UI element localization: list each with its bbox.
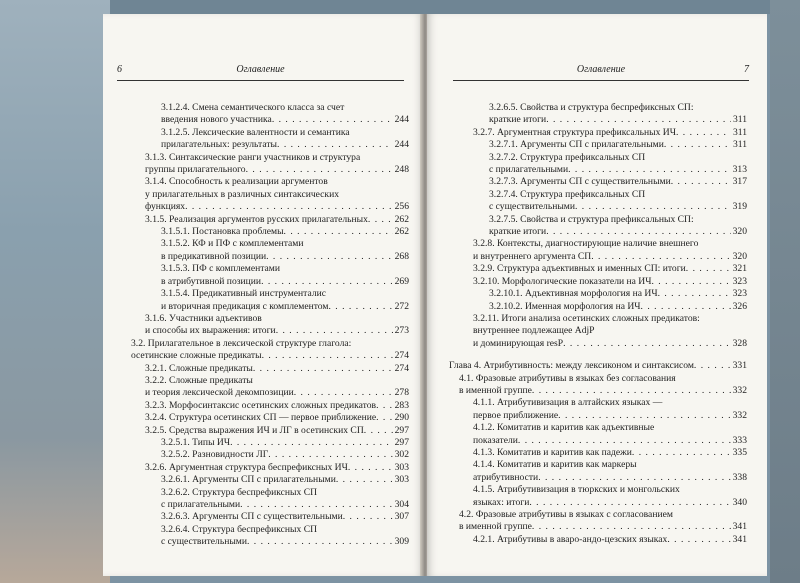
toc-entry bbox=[449, 397, 747, 422]
dot-leader bbox=[538, 472, 730, 484]
dot-leader bbox=[284, 226, 393, 238]
dot-leader bbox=[230, 437, 393, 449]
toc-entry bbox=[449, 214, 747, 239]
toc-entry-line: 3.1.3. Синтаксические ранги участников и структура bbox=[145, 151, 361, 163]
toc-entry-title: 3.2.9. Структура адъективных и именных СП: итоги bbox=[473, 263, 686, 275]
dot-leader bbox=[247, 536, 393, 548]
dot-leader bbox=[277, 139, 393, 151]
toc-entry-title: прилагательных: результаты bbox=[161, 139, 278, 151]
toc-entry-line: 4.1.2. Комитатив и каритив как адъективные bbox=[473, 422, 655, 434]
dot-leader bbox=[185, 201, 393, 213]
dot-leader bbox=[568, 164, 730, 176]
toc-entry-line: внутреннее подлежащее AdjP bbox=[473, 325, 595, 337]
toc-entry-line: 3.2.2. Сложные предикаты bbox=[145, 374, 253, 386]
toc-entry bbox=[121, 226, 409, 238]
toc-entry bbox=[121, 511, 409, 523]
toc-entry-line: 3.1.2.5. Лексические валентности и семантика bbox=[161, 126, 350, 138]
dot-leader bbox=[368, 214, 393, 226]
toc-entry-title: краткие итоги bbox=[489, 226, 547, 238]
toc-entry-title: Глава 4. Атрибутивность: между лексиконом и синтаксисом bbox=[449, 360, 694, 372]
toc-page-number: 297 bbox=[394, 436, 409, 448]
right-page bbox=[427, 14, 767, 576]
toc-entry bbox=[121, 425, 409, 437]
toc-entry bbox=[449, 276, 747, 288]
page-number: 6 bbox=[117, 64, 122, 75]
toc-entry-title: 3.2.6.3. Аргументы СП с существительными bbox=[161, 511, 343, 523]
toc-page-number: 256 bbox=[394, 201, 409, 213]
toc-page-number: 248 bbox=[394, 164, 409, 176]
dot-leader bbox=[694, 360, 731, 372]
dot-leader bbox=[364, 425, 393, 437]
toc-entry-title: 3.2.5.1. Типы ИЧ bbox=[161, 436, 231, 448]
toc-entry bbox=[449, 534, 747, 546]
toc-page-number: 323 bbox=[732, 288, 747, 300]
toc-entry bbox=[449, 139, 747, 151]
toc-entry bbox=[121, 449, 409, 461]
dot-leader bbox=[671, 176, 731, 188]
toc-entry bbox=[121, 176, 409, 213]
toc-entry-title: 3.2.1. Сложные предикаты bbox=[145, 362, 253, 374]
toc-page-number: 317 bbox=[732, 176, 747, 188]
toc-entry-line: 3.2.7.4. Структура префиксальных СП bbox=[489, 188, 646, 200]
toc-page-number: 272 bbox=[394, 300, 409, 312]
toc-page-number: 333 bbox=[732, 434, 747, 446]
toc-entry bbox=[121, 474, 409, 486]
page-number: 7 bbox=[744, 64, 749, 75]
toc-page-number: 297 bbox=[394, 424, 409, 436]
toc-entry-title: в именной группе bbox=[459, 384, 532, 396]
toc-entry-line: 3.1.5.4. Предикативный инструменталис bbox=[161, 288, 327, 300]
dot-leader bbox=[336, 474, 393, 486]
toc-page-number: 302 bbox=[394, 449, 409, 461]
toc-page-number: 307 bbox=[394, 511, 409, 523]
toc-page-number: 244 bbox=[394, 139, 409, 151]
toc-page-number: 341 bbox=[732, 521, 747, 533]
toc-entry-title: и внутреннего аргумента СП bbox=[473, 250, 592, 262]
toc-entry bbox=[449, 176, 747, 188]
toc-page-number: 331 bbox=[732, 360, 747, 372]
dot-leader bbox=[686, 263, 731, 275]
toc-page-number: 274 bbox=[394, 362, 409, 374]
toc-entry-line: 3.2.6.5. Свойства и структура беспрефиксных СП: bbox=[489, 102, 694, 113]
toc-entry-title: с существительными bbox=[161, 536, 247, 548]
dot-leader bbox=[240, 499, 392, 511]
toc-entry bbox=[449, 459, 747, 484]
dot-leader bbox=[376, 400, 393, 412]
toc-entry bbox=[121, 375, 409, 400]
toc-entry bbox=[449, 127, 747, 139]
toc-entry-title: 3.2.10.1. Адъективная морфология на ИЧ bbox=[489, 288, 658, 300]
table-of-contents bbox=[121, 102, 409, 549]
toc-entry-title: показатели bbox=[473, 434, 518, 446]
toc-entry-line: 3.2.7.2. Структура префиксальных СП bbox=[489, 151, 646, 163]
toc-entry-title: 3.2.4. Структура осетинских СП — первое приближение bbox=[145, 412, 377, 424]
toc-entry-title: 3.2.7. Аргументная структура префиксальных ИЧ bbox=[473, 126, 676, 138]
toc-entry-line: 4.1.5. Атрибутивизация в тюркских и монгольских bbox=[473, 484, 680, 496]
toc-entry-title: 3.2.6.1. Аргументы СП с прилагательными bbox=[161, 474, 336, 486]
toc-entry-title: с прилагательными bbox=[161, 499, 241, 510]
right-page-header bbox=[453, 64, 749, 81]
dot-leader bbox=[276, 325, 393, 337]
toc-entry bbox=[449, 102, 747, 127]
dot-leader bbox=[658, 288, 731, 300]
toc-entry-title: 3.1.5. Реализация аргументов русских прилагательных bbox=[145, 213, 368, 225]
dot-leader bbox=[376, 412, 392, 424]
toc-page-number: 304 bbox=[394, 499, 409, 510]
running-title: Оглавление bbox=[576, 64, 626, 75]
left-page bbox=[103, 14, 423, 576]
toc-entry bbox=[121, 238, 409, 263]
toc-entry bbox=[121, 152, 409, 177]
toc-page-number: 290 bbox=[394, 412, 409, 424]
toc-entry bbox=[449, 360, 747, 372]
running-title: Оглавление bbox=[236, 64, 285, 75]
toc-entry-line: 3.1.4. Способность к реализации аргументов bbox=[145, 176, 328, 188]
toc-page-number: 273 bbox=[394, 325, 409, 337]
toc-entry-title: введения нового участника bbox=[161, 114, 272, 126]
toc-entry bbox=[121, 363, 409, 375]
dot-leader bbox=[676, 127, 731, 139]
toc-entry-title: 3.2.3. Морфосинтаксис осетинских сложных предикатов bbox=[145, 399, 377, 411]
toc-entry-title: 3.2.7.3. Аргументы СП с существительными bbox=[489, 176, 671, 188]
toc-page-number: 332 bbox=[732, 409, 747, 421]
toc-entry bbox=[449, 447, 747, 459]
toc-entry-title: осетинские сложные предикаты bbox=[131, 350, 262, 362]
toc-entry-line: у прилагательных в различных синтаксических bbox=[145, 188, 340, 200]
toc-entry bbox=[121, 400, 409, 412]
toc-page-number: 311 bbox=[732, 114, 747, 126]
toc-page-number: 268 bbox=[394, 250, 409, 262]
dot-leader bbox=[348, 462, 393, 474]
toc-entry bbox=[449, 509, 747, 534]
toc-page-number: 262 bbox=[394, 213, 409, 225]
toc-entry-title: первое приближение bbox=[473, 409, 559, 421]
toc-page-number: 341 bbox=[732, 533, 747, 545]
dot-leader bbox=[261, 276, 393, 288]
toc-entry-line: 3.2. Прилагательное в лексической структуре глагола: bbox=[131, 337, 352, 349]
toc-entry-title: в атрибутивной позиции bbox=[161, 275, 262, 287]
toc-entry-title: 3.2.10.2. Именная морфология на ИЧ bbox=[489, 300, 641, 312]
toc-entry-title: 3.2.5. Средства выражения ИЧ и ЛГ в осетинских СП bbox=[145, 424, 364, 436]
dot-leader bbox=[532, 385, 731, 397]
toc-page-number: 320 bbox=[732, 250, 747, 262]
toc-entry-title: группы прилагательного bbox=[145, 164, 246, 176]
toc-entry-title: и способы их выражения: итоги bbox=[145, 325, 276, 337]
background-top bbox=[0, 0, 800, 14]
toc-page-number: 338 bbox=[732, 471, 747, 483]
toc-entry-line: 3.1.2.4. Смена семантического класса за счет bbox=[161, 102, 345, 113]
toc-entry-title: с существительными bbox=[489, 201, 575, 213]
toc-entry-title: краткие итоги bbox=[489, 114, 547, 126]
dot-leader bbox=[294, 387, 393, 399]
toc-entry-title: в именной группе bbox=[459, 521, 532, 533]
dot-leader bbox=[651, 276, 730, 288]
toc-page-number: 303 bbox=[394, 474, 409, 486]
toc-entry-line: 3.2.11. Итоги анализа осетинских сложных предикатов: bbox=[473, 312, 700, 324]
toc-page-number: 274 bbox=[394, 350, 409, 362]
dot-leader bbox=[563, 338, 730, 350]
toc-page-number: 283 bbox=[394, 399, 409, 411]
dot-leader bbox=[262, 350, 393, 362]
dot-leader bbox=[591, 251, 730, 263]
dot-leader bbox=[664, 139, 731, 151]
toc-entry bbox=[121, 127, 409, 152]
dot-leader bbox=[546, 114, 731, 126]
toc-entry bbox=[121, 462, 409, 474]
toc-page-number: 323 bbox=[732, 275, 747, 287]
toc-entry bbox=[449, 263, 747, 275]
toc-entry-line: 4.2. Фразовые атрибутивы в языках с согласованием bbox=[459, 509, 673, 520]
toc-entry bbox=[121, 214, 409, 226]
toc-entry-title: и вторичная предикация с комплементом bbox=[161, 300, 329, 312]
toc-page-number: 326 bbox=[732, 300, 747, 312]
toc-entry bbox=[449, 484, 747, 509]
toc-entry-title: атрибутивности bbox=[473, 471, 539, 483]
dot-leader bbox=[529, 497, 730, 509]
toc-entry-line: 3.2.6.4. Структура беспрефиксных СП bbox=[161, 523, 318, 535]
table-of-contents bbox=[449, 102, 747, 546]
toc-page-number: 311 bbox=[732, 139, 747, 151]
dot-leader bbox=[518, 435, 731, 447]
dot-leader bbox=[667, 534, 730, 546]
toc-page-number: 278 bbox=[394, 387, 409, 399]
toc-page-number: 332 bbox=[732, 384, 747, 396]
toc-entry-line: 4.1.1. Атрибутивизация в алтайских языках — bbox=[473, 397, 663, 409]
toc-page-number: 309 bbox=[394, 536, 409, 548]
toc-entry-line: 3.2.8. Контексты, диагностирующие наличие внешнего bbox=[473, 238, 699, 250]
toc-page-number: 303 bbox=[394, 461, 409, 473]
toc-entry bbox=[449, 422, 747, 447]
toc-entry bbox=[121, 487, 409, 512]
dot-leader bbox=[246, 164, 393, 176]
toc-page-number: 262 bbox=[394, 226, 409, 238]
toc-entry bbox=[449, 189, 747, 214]
dot-leader bbox=[641, 301, 731, 313]
toc-entry bbox=[121, 524, 409, 549]
toc-entry-line: 3.2.7.5. Свойства и структура префиксальных СП: bbox=[489, 213, 694, 225]
dot-leader bbox=[558, 410, 730, 422]
toc-entry-title: 3.2.10. Морфологические показатели на ИЧ bbox=[473, 275, 652, 287]
toc-entry bbox=[121, 437, 409, 449]
toc-entry bbox=[449, 288, 747, 300]
toc-entry bbox=[121, 313, 409, 338]
toc-entry-title: 3.2.6. Аргументная структура беспрефиксных ИЧ bbox=[145, 461, 348, 473]
toc-page-number: 335 bbox=[732, 446, 747, 458]
toc-entry bbox=[449, 238, 747, 263]
toc-entry bbox=[449, 313, 747, 350]
toc-page-number: 269 bbox=[394, 275, 409, 287]
toc-entry-line: 3.1.5.3. ПФ с комплементами bbox=[161, 263, 281, 275]
toc-entry-title: с прилагательными bbox=[489, 164, 569, 176]
toc-entry bbox=[449, 301, 747, 313]
toc-entry bbox=[449, 373, 747, 398]
toc-entry bbox=[121, 338, 409, 363]
dot-leader bbox=[268, 449, 392, 461]
dot-leader bbox=[632, 447, 731, 459]
toc-entry-line: 4.1. Фразовые атрибутивы в языках без согласования bbox=[459, 372, 676, 384]
toc-entry-title: в предикативной позиции bbox=[161, 250, 267, 262]
toc-entry bbox=[121, 288, 409, 313]
background-right bbox=[770, 0, 800, 583]
toc-entry bbox=[121, 412, 409, 424]
toc-entry-title: функциях bbox=[145, 201, 186, 213]
toc-page-number: 320 bbox=[732, 226, 747, 238]
section-gap bbox=[449, 350, 747, 360]
left-page-header bbox=[117, 64, 404, 81]
toc-entry bbox=[449, 152, 747, 177]
toc-entry-title: 4.2.1. Атрибутивы в аваро-андо-цезских языках bbox=[473, 533, 668, 545]
dot-leader bbox=[266, 251, 393, 263]
toc-page-number: 328 bbox=[732, 337, 747, 349]
toc-entry-line: 3.2.6.2. Структура беспрефиксных СП bbox=[161, 486, 318, 498]
toc-entry-title: и доминирующая resP bbox=[473, 337, 564, 349]
toc-entry-line: 3.1.6. Участники адъективов bbox=[145, 312, 262, 324]
toc-entry-line: 3.1.5.2. КФ и ПФ с комплементами bbox=[161, 238, 304, 250]
dot-leader bbox=[272, 114, 393, 126]
toc-entry-title: языках: итоги bbox=[473, 496, 530, 508]
dot-leader bbox=[253, 363, 393, 375]
toc-page-number: 321 bbox=[732, 263, 747, 275]
dot-leader bbox=[343, 511, 393, 523]
background-left bbox=[0, 0, 110, 583]
dot-leader bbox=[575, 201, 731, 213]
toc-page-number: 244 bbox=[394, 114, 409, 126]
toc-entry-title: 3.1.5.1. Постановка проблемы bbox=[161, 226, 284, 238]
toc-entry-line: 4.1.4. Комитатив и каритив как маркеры bbox=[473, 459, 637, 471]
toc-entry-title: и теория лексической декомпозиции bbox=[145, 387, 294, 399]
toc-entry bbox=[121, 102, 409, 127]
dot-leader bbox=[532, 521, 731, 533]
toc-page-number: 313 bbox=[732, 164, 747, 176]
toc-entry-title: 4.1.3. Комитатив и каритив как падежи bbox=[473, 446, 632, 458]
dot-leader bbox=[329, 301, 393, 313]
toc-entry bbox=[121, 263, 409, 288]
toc-page-number: 340 bbox=[732, 496, 747, 508]
toc-entry-title: 3.2.5.2. Разновидности ЛГ bbox=[161, 449, 269, 461]
dot-leader bbox=[546, 226, 730, 238]
toc-page-number: 319 bbox=[732, 201, 747, 213]
toc-page-number: 311 bbox=[732, 126, 747, 138]
toc-entry-title: 3.2.7.1. Аргументы СП с прилагательными bbox=[489, 139, 664, 151]
